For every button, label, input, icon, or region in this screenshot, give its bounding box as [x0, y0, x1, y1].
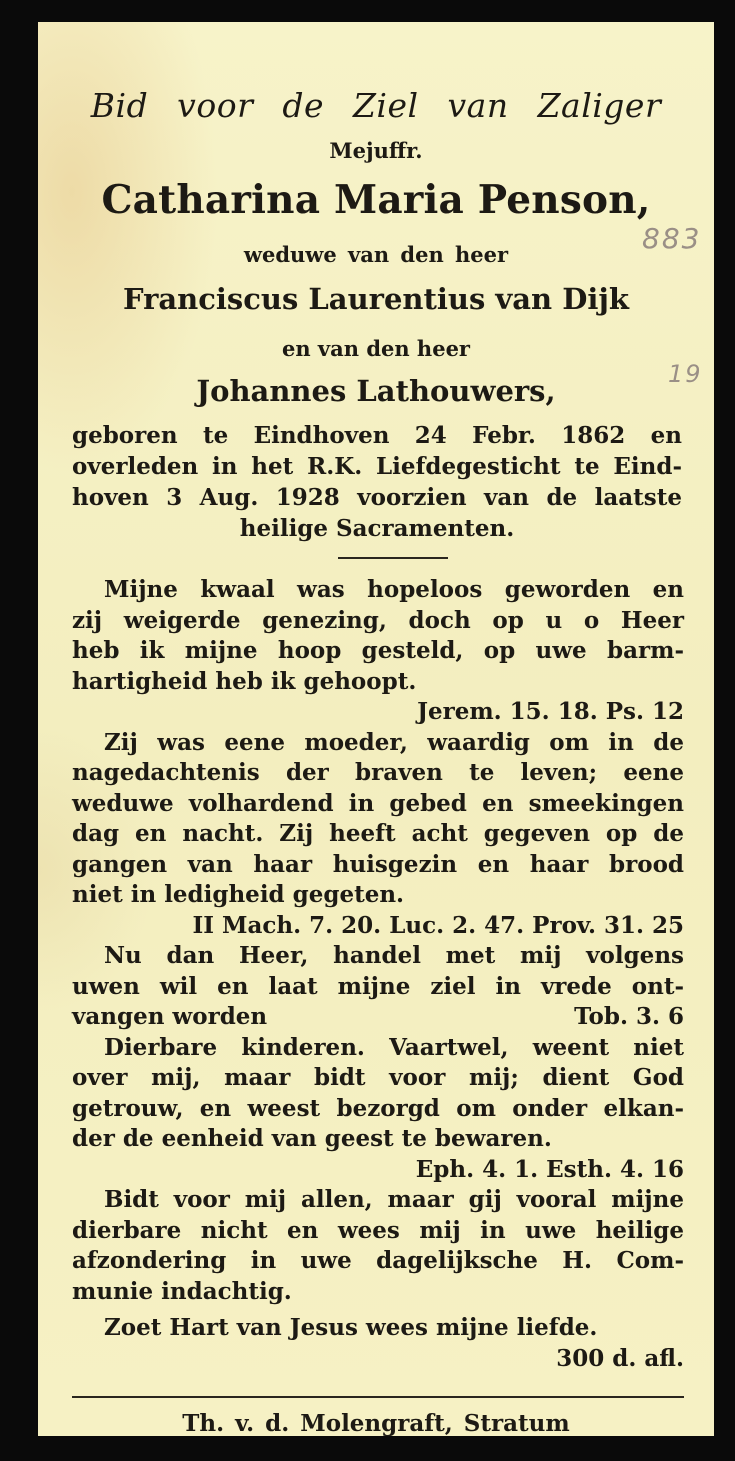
text-line: dag en nacht. Zij heeft acht gegeven op de — [72, 820, 684, 847]
text-line: niet in ledigheid gegeten. — [72, 881, 405, 908]
text-line: Mijne kwaal was hopeloos geworden en — [104, 576, 684, 603]
biography — [72, 420, 682, 544]
scripture-reference: Jerem. 15. 18. Ps. 12 — [417, 698, 684, 725]
honorific: Mejuffr. — [329, 138, 423, 163]
text-line: gangen van haar huisgezin en haar brood — [72, 850, 684, 878]
biography-line: heilige Sacramenten. — [239, 515, 515, 542]
text-line: nagedachtenis der braven te leven; eene — [72, 759, 684, 786]
biography-line: geboren te Eindhoven 24 Febr. 1862 en — [72, 422, 682, 449]
biography-line: hoven 3 Aug. 1928 voorzien van de laatste — [72, 484, 682, 511]
biography-line: overleden in het R.K. Liefdegesticht te Eind- — [72, 453, 682, 480]
widow-of-line-2: en van den heer — [281, 336, 470, 361]
text-line: zij weigerde genezing, doch op u o Heer — [72, 606, 684, 634]
text-line: afzondering in uwe dagelijksche H. Com- — [72, 1247, 684, 1274]
scripture-text — [72, 575, 684, 1374]
text-line: hartigheid heb ik gehoopt. — [72, 667, 417, 695]
indulgence-note: 300 d. afl. — [556, 1344, 684, 1372]
text-line: weduwe volhardend in gebed en smeekingen — [72, 789, 684, 817]
text-line: getrouw, en weest bezorgd om onder elkan- — [72, 1094, 684, 1122]
text-line: Bidt voor mij allen, maar gij vooral mijne — [104, 1186, 684, 1213]
scripture-reference: II Mach. 7. 20. Luc. 2. 47. Prov. 31. 25 — [192, 911, 684, 939]
husband-name-1: Franciscus Laurentius van Dijk — [123, 282, 629, 316]
handwritten-annotation-2: 19 — [668, 360, 703, 388]
husband-name-2: Johannes Lathouwers, — [196, 374, 556, 408]
text-line: dierbare nicht en wees mij in uwe heilige — [72, 1216, 684, 1244]
text-line: munie indachtig. — [72, 1277, 292, 1305]
text-line: vangen worden — [72, 1003, 268, 1030]
text-line: over mij, maar bidt voor mij; dient God — [72, 1064, 684, 1091]
printer-credit: Th. v. d. Molengraft, Stratum — [182, 1410, 570, 1437]
text-line: uwen wil en laat mijne ziel in vrede ont- — [72, 972, 684, 1000]
text-line-with-reference — [72, 1002, 684, 1033]
text-line: der de eenheid van geest te bewaren. — [72, 1125, 552, 1152]
widow-of-line-1: weduwe van den heer — [243, 242, 509, 267]
text-line: Dierbare kinderen. Vaartwel, weent niet — [104, 1033, 684, 1061]
text-line: Zoet Hart van Jesus wees mijne liefde. — [104, 1314, 598, 1341]
section-divider — [338, 557, 448, 559]
handwritten-annotation-1: 883 — [642, 222, 702, 255]
invocation-heading: Bid voor de Ziel van Zaliger — [90, 86, 662, 125]
deceased-name: Catharina Maria Penson, — [101, 177, 651, 223]
text-line: Zij was eene moeder, waardig om in de — [104, 728, 684, 756]
footer-divider — [72, 1396, 684, 1398]
text-line: heb ik mijne hoop gesteld, op uwe barm- — [72, 637, 684, 664]
memorial-card — [38, 22, 714, 1436]
text-line: Nu dan Heer, handel met mij volgens — [104, 942, 684, 969]
scripture-reference: Tob. 3. 6 — [574, 1003, 684, 1030]
scripture-reference: Eph. 4. 1. Esth. 4. 16 — [415, 1155, 684, 1183]
